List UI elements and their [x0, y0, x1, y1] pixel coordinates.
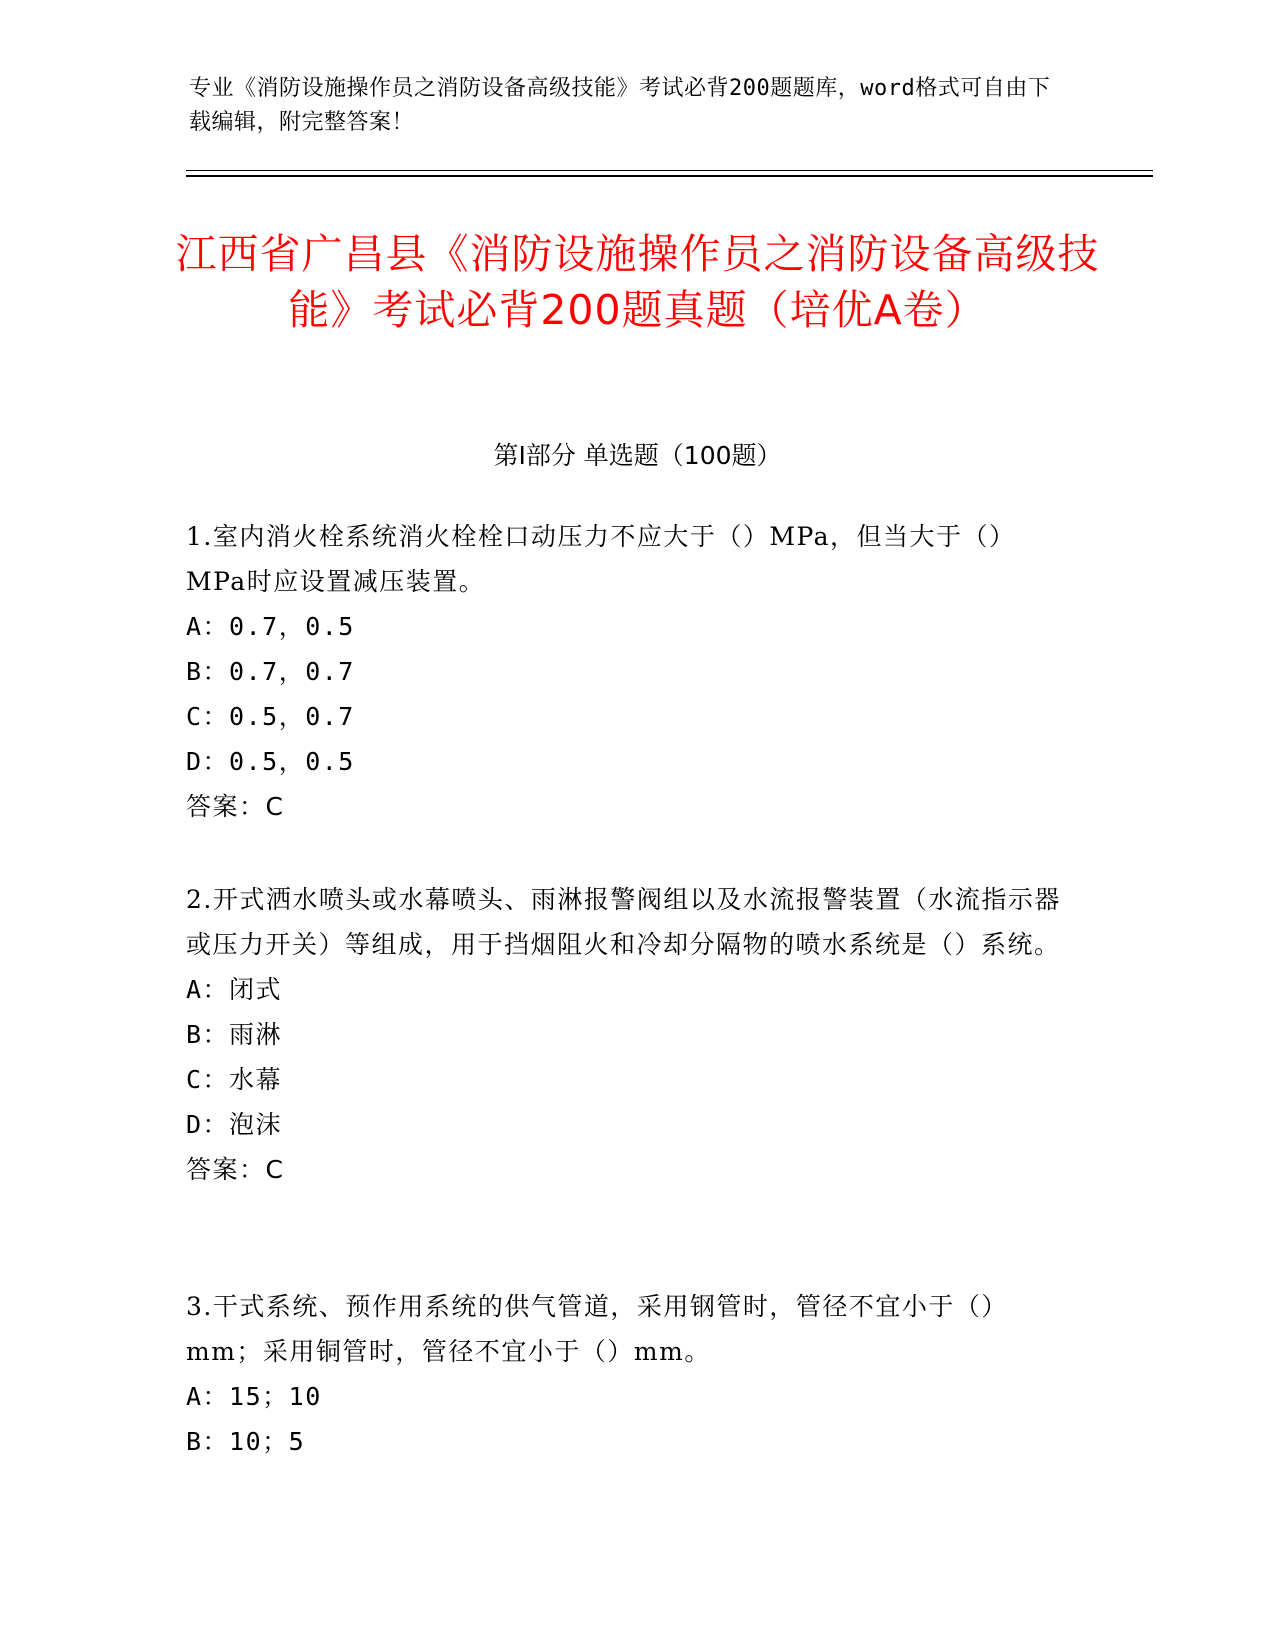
question-option-d: D：0.5，0.5 [186, 747, 355, 776]
question-1 [186, 514, 1066, 829]
question-text: 2.开式洒水喷头或水幕喷头、雨淋报警阀组以及水流报警装置（水流指示器或压力开关）等组成，用于挡烟阻火和冷却分隔物的喷水系统是（）系统。 [186, 885, 1061, 959]
question-option-a: A：0.7，0.5 [186, 612, 355, 641]
question-option-b: B：10；5 [186, 1427, 306, 1456]
question-answer: 答案：C [186, 1155, 285, 1184]
question-option-a: A：15；10 [186, 1382, 322, 1411]
header-rule-bottom [186, 175, 1153, 177]
header-note: 专业《消防设施操作员之消防设备高级技能》考试必背200题题库，word格式可自由下载编辑，附完整答案！ [189, 76, 1051, 135]
question-option-b: B：0.7，0.7 [186, 657, 355, 686]
question-option-d: D：泡沫 [186, 1110, 283, 1139]
question-option-b: B：雨淋 [186, 1020, 283, 1049]
question-text: 3.干式系统、预作用系统的供气管道，采用钢管时，管径不宜小于（）mm；采用铜管时，管径不宜小于（）mm。 [186, 1292, 1008, 1366]
question-option-c: C：水幕 [186, 1065, 283, 1094]
question-option-a: A：闭式 [186, 975, 283, 1004]
document-title: 江西省广昌县《消防设施操作员之消防设备高级技能》考试必背200题真题（培优A卷） [175, 230, 1100, 334]
section-heading: 第Ⅰ部分 单选题（100题） [493, 441, 782, 470]
header-rule-top [186, 170, 1153, 171]
question-answer: 答案：C [186, 792, 285, 821]
question-text: 1.室内消火栓系统消火栓栓口动压力不应大于（）MPa，但当大于（）MPa时应设置减压装置。 [186, 522, 1016, 596]
question-option-c: C：0.5，0.7 [186, 702, 355, 731]
question-3 [186, 1284, 1066, 1464]
question-2 [186, 877, 1066, 1192]
